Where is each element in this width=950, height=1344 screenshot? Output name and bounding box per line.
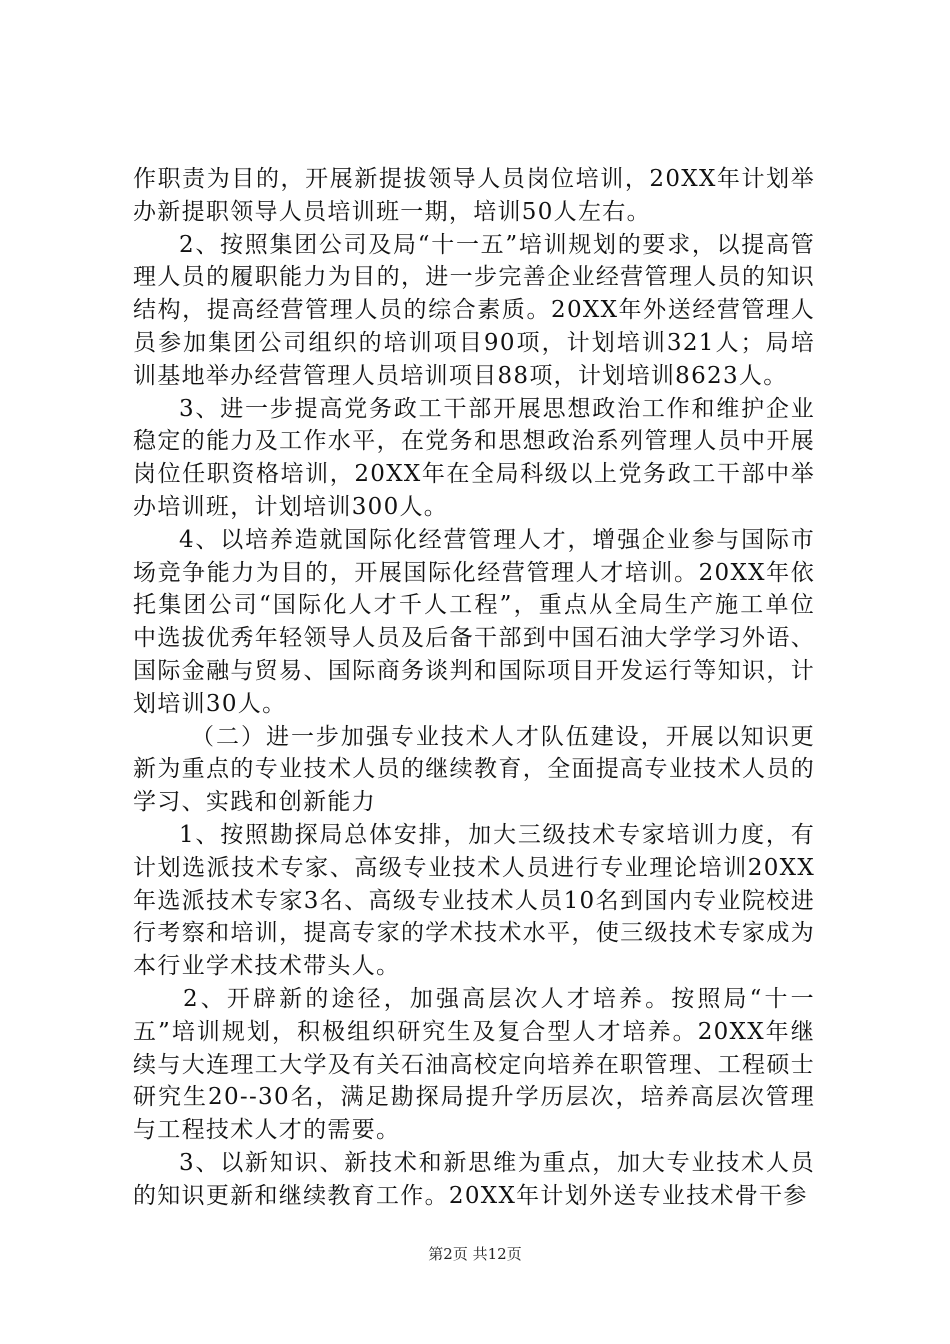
paragraph-item-2: 2、按照集团公司及局“十一五”培训规划的要求，以提高管理人员的履职能力为目的，进一步完善企业经营管理人员的知识结构，提高经营管理人员的综合素质。20XX年外送经营管理人员参加集团公司组织的培训项目90项，计划培训321人；局培训基地举办经营管理人员培训项目88项，计划培训8623人。 (133, 231, 815, 389)
paragraph-subitem-1: 1、按照勘探局总体安排，加大三级技术专家培训力度，有计划选派技术专家、高级专业技术人员进行专业理论培训20XX年选派技术专家3名、高级专业技术人员10名到国内专业院校进行考察和培训，提高专家的学术技术水平，使三级技术专家成为本行业学术技术带头人。 (133, 821, 815, 980)
paragraph-subitem-2: 2、开辟新的途径，加强高层次人才培养。按照局“十一五”培训规划，积极组织研究生及复合型人才培养。20XX年继续与大连理工大学及有关石油高校定向培养在职管理、工程硕士研究生20--30名，满足勘探局提升学历层次，培养高层次管理与工程技术人才的需要。 (133, 985, 815, 1144)
section-heading-2: （二）进一步加强专业技术人才队伍建设，开展以知识更新为重点的专业技术人员的继续教育，全面提高专业技术人员的学习、实践和创新能力 (133, 723, 815, 816)
paragraph-item-4: 4、以培养造就国际化经营管理人才，增强企业参与国际市场竞争能力为目的，开展国际化经营管理人才培训。20XX年依托集团公司“国际化人才千人工程”，重点从全局生产施工单位中选拔优秀年轻领导人员及后备干部到中国石油大学学习外语、国际金融与贸易、国际商务谈判和国际项目开发运行等知识，计划培训30人。 (133, 526, 815, 717)
paragraph-subitem-3: 3、以新知识、新技术和新思维为重点，加大专业技术人员的知识更新和继续教育工作。20XX年计划外送专业技术骨干参 (133, 1149, 815, 1209)
document-body (133, 163, 815, 1213)
paragraph-item-3: 3、进一步提高党务政工干部开展思想政治工作和维护企业稳定的能力及工作水平，在党务和思想政治系列管理人员中开展岗位任职资格培训，20XX年在全局科级以上党务政工干部中举办培训班，计划培训300人。 (133, 395, 815, 520)
paragraph-continuation: 作职责为目的，开展新提拔领导人员岗位培训，20XX年计划举办新提职领导人员培训班一期，培训50人左右。 (133, 166, 815, 225)
page-footer: 第2页 共12页 (428, 1245, 522, 1263)
